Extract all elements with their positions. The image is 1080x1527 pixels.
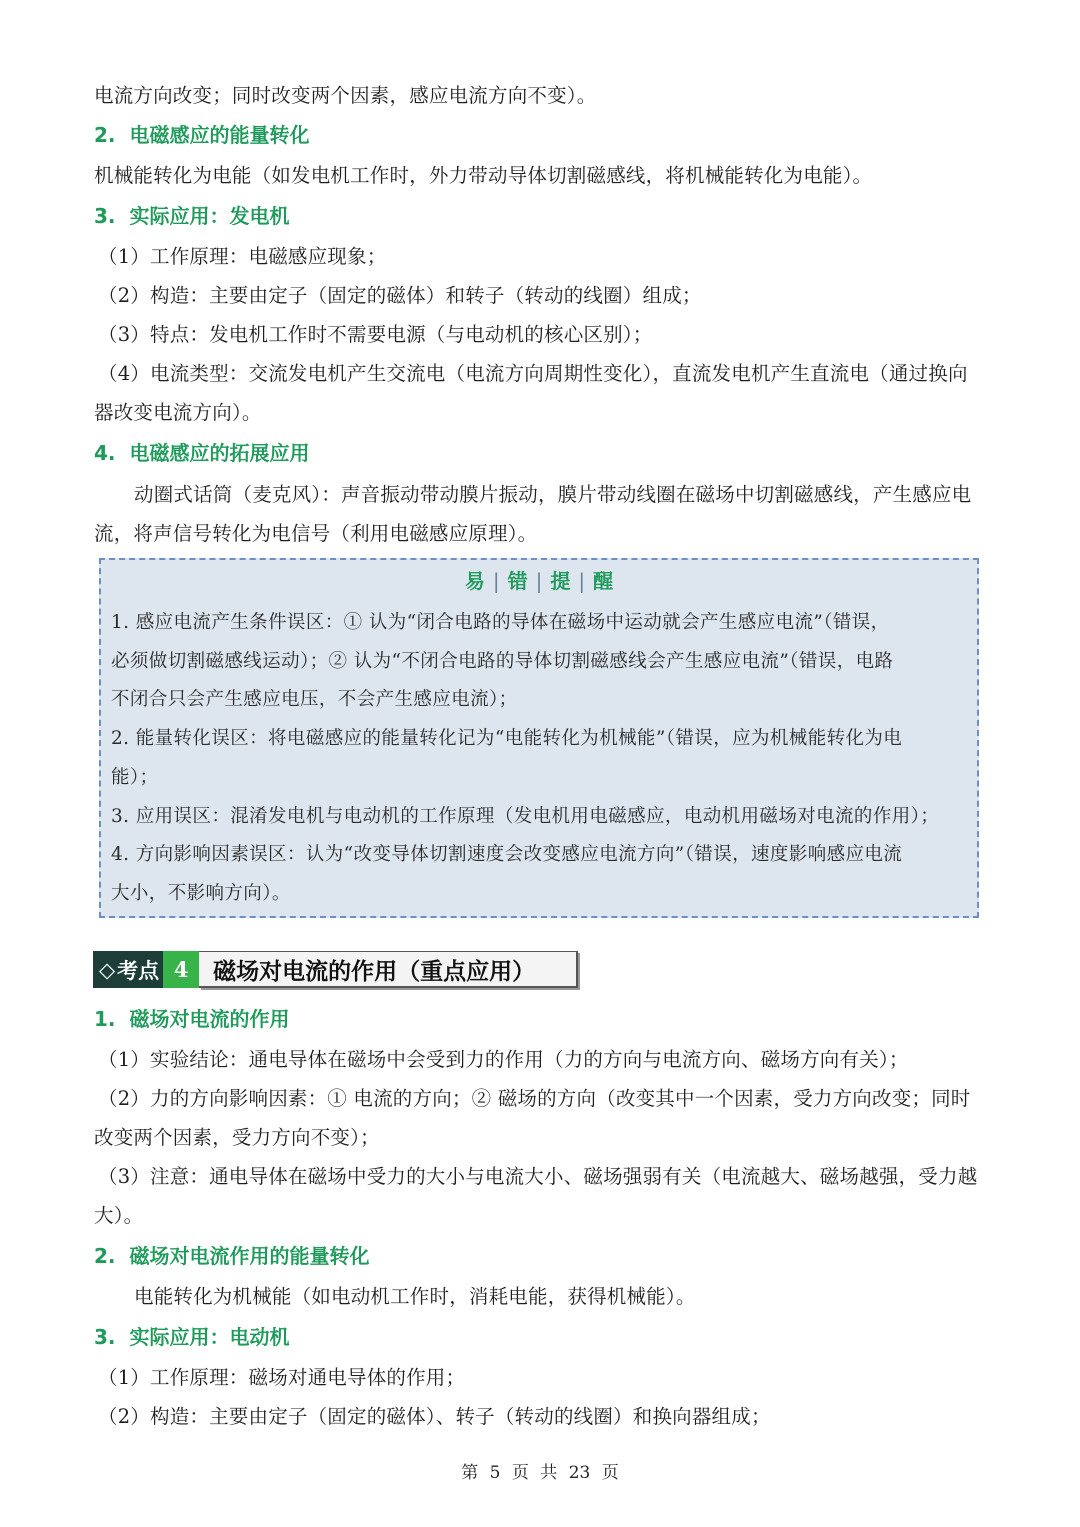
heading-text: 电磁感应的能量转化 <box>129 123 310 147</box>
title-char: 易 <box>464 569 485 593</box>
heading-extended-application <box>94 434 310 473</box>
heading-number: 4. <box>94 441 116 465</box>
text-line: 动圈式话筒（麦克风）：声音振动带动膜片振动，膜片带动线圈在磁场中切割磁感线，产生感应电 <box>134 483 972 506</box>
list-item: （2）构造：主要由定子（固定的磁体）和转子（转动的线圈）组成； <box>98 284 702 307</box>
mistake-line: 4. 方向影响因素误区：认为“改变导体切割速度会改变感应电流方向”（错误，速度影响感应电流 <box>111 844 903 865</box>
mistake-line: 1. 感应电流产生条件误区：① 认为“闭合电路的导体在磁场中运动就会产生感应电流”（错误， <box>111 612 890 633</box>
mistake-line: 必须做切割磁感线运动）；② 认为“不闭合电路的导体切割磁感线会产生感应电流”（错误，电路 <box>111 651 894 672</box>
mistake-line: 能）； <box>111 767 159 788</box>
heading-generator <box>94 197 290 236</box>
list-item-continued: 大）。 <box>94 1204 144 1227</box>
list-item: （3）特点：发电机工作时不需要电源（与电动机的核心区别）； <box>98 323 653 346</box>
mistake-line: 大小，不影响方向）。 <box>111 883 291 904</box>
kaodian-number-badge: 4 <box>163 951 199 988</box>
heading-text: 实际应用：电动机 <box>129 1325 290 1349</box>
list-item-continued: 改变两个因素，受力方向不变）； <box>94 1126 380 1149</box>
text-line: 流，将声信号转化为电信号（利用电磁感应原理）。 <box>94 522 538 545</box>
title-char: 错 <box>507 569 528 593</box>
heading-number: 1. <box>94 1007 116 1031</box>
diamond-icon: ◇ <box>99 957 116 982</box>
heading-force-energy-conversion <box>94 1237 370 1276</box>
heading-magnetic-force <box>94 1000 290 1039</box>
text-line: 电能转化为机械能（如电动机工作时，消耗电能，获得机械能）。 <box>134 1285 696 1308</box>
list-item-continued: 器改变电流方向）。 <box>94 401 262 424</box>
title-separator: | <box>535 569 543 593</box>
heading-number: 2. <box>94 123 116 147</box>
kaodian-banner <box>93 951 578 988</box>
heading-text: 磁场对电流的作用 <box>129 1007 290 1031</box>
list-item: （1）工作原理：电磁感应现象； <box>98 245 387 268</box>
heading-energy-conversion <box>94 116 310 155</box>
mistake-reminder-box <box>99 558 979 918</box>
heading-text: 电磁感应的拓展应用 <box>129 441 310 465</box>
kaodian-title: 磁场对电流的作用（重点应用） <box>199 951 578 988</box>
page-footer: 第 5 页 共 23 页 <box>461 1463 619 1483</box>
kaodian-label <box>93 951 163 988</box>
heading-number: 3. <box>94 1325 116 1349</box>
list-item: （4）电流类型：交流发电机产生交流电（电流方向周期性变化），直流发电机产生直流电（通过换向 <box>98 362 968 385</box>
list-item: （2）构造：主要由定子（固定的磁体）、转子（转动的线圈）和换向器组成； <box>98 1405 771 1428</box>
mistake-box-title <box>101 564 977 598</box>
title-char: 提 <box>550 569 571 593</box>
heading-text: 实际应用：发电机 <box>129 204 290 228</box>
text-line: 电流方向改变；同时改变两个因素，感应电流方向不变）。 <box>94 84 597 107</box>
list-item: （2）力的方向影响因素：① 电流的方向；② 磁场的方向（改变其中一个因素，受力方向改变；同时 <box>98 1087 971 1110</box>
heading-text: 磁场对电流作用的能量转化 <box>129 1244 370 1268</box>
text-line: 机械能转化为电能（如发电机工作时，外力带动导体切割磁感线，将机械能转化为电能）。 <box>94 164 873 187</box>
mistake-line: 2. 能量转化误区：将电磁感应的能量转化记为“电能转化为机械能”（错误，应为机械能转化为电 <box>111 728 903 749</box>
list-item: （1）实验结论：通电导体在磁场中会受到力的作用（力的方向与电流方向、磁场方向有关）； <box>98 1048 909 1071</box>
list-item: （1）工作原理：磁场对通电导体的作用； <box>98 1366 466 1389</box>
kaodian-label-text: 考点 <box>117 958 160 983</box>
title-separator: | <box>492 569 500 593</box>
heading-number: 3. <box>94 204 116 228</box>
mistake-line: 3. 应用误区：混淆发电机与电动机的工作原理（发电机用电磁感应，电动机用磁场对电流的作用）； <box>111 806 940 827</box>
list-item: （3）注意：通电导体在磁场中受力的大小与电流大小、磁场强弱有关（电流越大、磁场越强，受力越 <box>98 1165 978 1188</box>
title-separator: | <box>578 569 586 593</box>
heading-motor <box>94 1318 290 1357</box>
heading-number: 2. <box>94 1244 116 1268</box>
mistake-line: 不闭合只会产生感应电压，不会产生感应电流）； <box>111 689 518 710</box>
title-char: 醒 <box>593 569 614 593</box>
